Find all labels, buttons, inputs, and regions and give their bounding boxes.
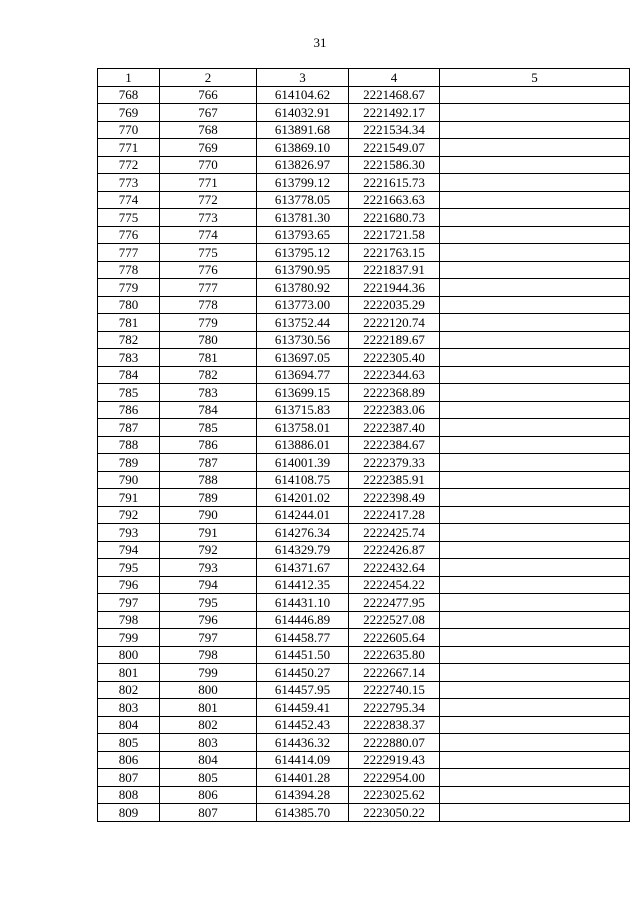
table-row (98, 384, 630, 402)
cell-coordinate-y: 2222398.49 (349, 489, 440, 507)
cell-ref-number: 786 (160, 436, 257, 454)
table-row (98, 366, 630, 384)
cell-coordinate-y: 2222305.40 (349, 349, 440, 367)
cell-note (440, 594, 630, 612)
cell-coordinate-x: 614431.10 (257, 594, 349, 612)
table-header-row (98, 69, 630, 87)
cell-ref-number: 769 (160, 139, 257, 157)
cell-point-number: 798 (98, 611, 160, 629)
cell-coordinate-y: 2222384.67 (349, 436, 440, 454)
cell-coordinate-y: 2222379.33 (349, 454, 440, 472)
cell-ref-number: 773 (160, 209, 257, 227)
cell-note (440, 559, 630, 577)
table-row (98, 331, 630, 349)
cell-point-number: 796 (98, 576, 160, 594)
table-row (98, 471, 630, 489)
cell-coordinate-y: 2221763.15 (349, 244, 440, 262)
table-row (98, 209, 630, 227)
cell-coordinate-y: 2221492.17 (349, 104, 440, 122)
cell-ref-number: 798 (160, 646, 257, 664)
cell-ref-number: 767 (160, 104, 257, 122)
cell-point-number: 801 (98, 664, 160, 682)
cell-ref-number: 777 (160, 279, 257, 297)
cell-coordinate-x: 613694.77 (257, 366, 349, 384)
cell-coordinate-y: 2222880.07 (349, 734, 440, 752)
cell-coordinate-x: 614436.32 (257, 734, 349, 752)
cell-coordinate-y: 2222477.95 (349, 594, 440, 612)
cell-note (440, 384, 630, 402)
cell-note (440, 629, 630, 647)
cell-note (440, 576, 630, 594)
cell-coordinate-x: 614385.70 (257, 804, 349, 822)
cell-ref-number: 804 (160, 751, 257, 769)
cell-coordinate-x: 613699.15 (257, 384, 349, 402)
table-row (98, 681, 630, 699)
cell-coordinate-y: 2222425.74 (349, 524, 440, 542)
table-row (98, 576, 630, 594)
coordinates-table (97, 68, 630, 822)
cell-ref-number: 771 (160, 174, 257, 192)
cell-coordinate-y: 2222527.08 (349, 611, 440, 629)
cell-coordinate-y: 2223050.22 (349, 804, 440, 822)
cell-coordinate-x: 613715.83 (257, 401, 349, 419)
cell-ref-number: 766 (160, 86, 257, 104)
cell-note (440, 786, 630, 804)
cell-point-number: 805 (98, 734, 160, 752)
cell-ref-number: 784 (160, 401, 257, 419)
cell-coordinate-y: 2222838.37 (349, 716, 440, 734)
cell-ref-number: 779 (160, 314, 257, 332)
cell-point-number: 800 (98, 646, 160, 664)
column-header: 5 (440, 69, 630, 87)
cell-note (440, 366, 630, 384)
cell-coordinate-x: 613891.68 (257, 121, 349, 139)
cell-point-number: 781 (98, 314, 160, 332)
table-row (98, 279, 630, 297)
cell-note (440, 401, 630, 419)
table-row (98, 804, 630, 822)
cell-point-number: 790 (98, 471, 160, 489)
table-row (98, 436, 630, 454)
cell-point-number: 809 (98, 804, 160, 822)
cell-ref-number: 793 (160, 559, 257, 577)
cell-note (440, 541, 630, 559)
cell-point-number: 785 (98, 384, 160, 402)
cell-coordinate-x: 614458.77 (257, 629, 349, 647)
cell-coordinate-y: 2221837.91 (349, 261, 440, 279)
cell-coordinate-x: 613730.56 (257, 331, 349, 349)
cell-ref-number: 776 (160, 261, 257, 279)
cell-ref-number: 795 (160, 594, 257, 612)
table-row (98, 191, 630, 209)
cell-note (440, 104, 630, 122)
cell-point-number: 804 (98, 716, 160, 734)
table-row (98, 226, 630, 244)
cell-note (440, 349, 630, 367)
cell-note (440, 454, 630, 472)
cell-point-number: 794 (98, 541, 160, 559)
cell-coordinate-y: 2221721.58 (349, 226, 440, 244)
cell-coordinate-x: 614450.27 (257, 664, 349, 682)
cell-point-number: 770 (98, 121, 160, 139)
cell-coordinate-y: 2221663.63 (349, 191, 440, 209)
cell-coordinate-x: 613780.92 (257, 279, 349, 297)
cell-note (440, 279, 630, 297)
column-header: 2 (160, 69, 257, 87)
table-row (98, 559, 630, 577)
cell-point-number: 771 (98, 139, 160, 157)
cell-point-number: 780 (98, 296, 160, 314)
cell-point-number: 774 (98, 191, 160, 209)
cell-note (440, 646, 630, 664)
cell-coordinate-y: 2221468.67 (349, 86, 440, 104)
cell-coordinate-y: 2222795.34 (349, 699, 440, 717)
cell-coordinate-y: 2222383.06 (349, 401, 440, 419)
cell-coordinate-y: 2222344.63 (349, 366, 440, 384)
cell-note (440, 699, 630, 717)
column-header: 3 (257, 69, 349, 87)
cell-note (440, 244, 630, 262)
cell-ref-number: 768 (160, 121, 257, 139)
cell-coordinate-x: 614459.41 (257, 699, 349, 717)
cell-point-number: 792 (98, 506, 160, 524)
cell-note (440, 506, 630, 524)
table-row (98, 786, 630, 804)
cell-note (440, 751, 630, 769)
cell-point-number: 802 (98, 681, 160, 699)
cell-ref-number: 789 (160, 489, 257, 507)
cell-note (440, 734, 630, 752)
cell-coordinate-x: 614452.43 (257, 716, 349, 734)
cell-coordinate-x: 613795.12 (257, 244, 349, 262)
cell-coordinate-y: 2222368.89 (349, 384, 440, 402)
cell-ref-number: 783 (160, 384, 257, 402)
cell-ref-number: 772 (160, 191, 257, 209)
table-row (98, 401, 630, 419)
cell-ref-number: 797 (160, 629, 257, 647)
column-header: 4 (349, 69, 440, 87)
cell-coordinate-y: 2221534.34 (349, 121, 440, 139)
cell-ref-number: 770 (160, 156, 257, 174)
cell-coordinate-x: 614451.50 (257, 646, 349, 664)
cell-coordinate-y: 2221586.30 (349, 156, 440, 174)
cell-note (440, 174, 630, 192)
cell-coordinate-x: 614244.01 (257, 506, 349, 524)
cell-note (440, 209, 630, 227)
table-row (98, 699, 630, 717)
cell-coordinate-x: 613799.12 (257, 174, 349, 192)
cell-ref-number: 807 (160, 804, 257, 822)
table-row (98, 629, 630, 647)
cell-coordinate-x: 613793.65 (257, 226, 349, 244)
table-row (98, 664, 630, 682)
cell-coordinate-x: 613752.44 (257, 314, 349, 332)
cell-coordinate-x: 613778.05 (257, 191, 349, 209)
cell-ref-number: 801 (160, 699, 257, 717)
cell-note (440, 436, 630, 454)
cell-coordinate-x: 614276.34 (257, 524, 349, 542)
cell-note (440, 156, 630, 174)
cell-point-number: 773 (98, 174, 160, 192)
cell-coordinate-x: 614394.28 (257, 786, 349, 804)
cell-coordinate-y: 2221944.36 (349, 279, 440, 297)
cell-ref-number: 775 (160, 244, 257, 262)
cell-coordinate-x: 614329.79 (257, 541, 349, 559)
table-row (98, 769, 630, 787)
cell-ref-number: 802 (160, 716, 257, 734)
cell-ref-number: 791 (160, 524, 257, 542)
cell-point-number: 787 (98, 419, 160, 437)
cell-point-number: 784 (98, 366, 160, 384)
table-row (98, 314, 630, 332)
cell-ref-number: 799 (160, 664, 257, 682)
cell-ref-number: 806 (160, 786, 257, 804)
cell-ref-number: 774 (160, 226, 257, 244)
cell-coordinate-x: 613790.95 (257, 261, 349, 279)
table-row (98, 524, 630, 542)
cell-point-number: 783 (98, 349, 160, 367)
table-row (98, 296, 630, 314)
table-row (98, 104, 630, 122)
cell-coordinate-y: 2222417.28 (349, 506, 440, 524)
cell-point-number: 769 (98, 104, 160, 122)
cell-note (440, 261, 630, 279)
cell-coordinate-x: 613773.00 (257, 296, 349, 314)
cell-ref-number: 787 (160, 454, 257, 472)
cell-ref-number: 792 (160, 541, 257, 559)
table-row (98, 139, 630, 157)
table-row (98, 734, 630, 752)
table-row (98, 541, 630, 559)
table-body (98, 86, 630, 821)
cell-ref-number: 780 (160, 331, 257, 349)
cell-note (440, 419, 630, 437)
cell-coordinate-x: 614032.91 (257, 104, 349, 122)
table-row (98, 244, 630, 262)
cell-coordinate-y: 2221549.07 (349, 139, 440, 157)
cell-point-number: 793 (98, 524, 160, 542)
cell-note (440, 524, 630, 542)
cell-note (440, 611, 630, 629)
cell-coordinate-y: 2222740.15 (349, 681, 440, 699)
cell-point-number: 789 (98, 454, 160, 472)
cell-coordinate-y: 2222035.29 (349, 296, 440, 314)
cell-coordinate-x: 614401.28 (257, 769, 349, 787)
cell-point-number: 806 (98, 751, 160, 769)
cell-ref-number: 781 (160, 349, 257, 367)
cell-coordinate-x: 614457.95 (257, 681, 349, 699)
cell-point-number: 807 (98, 769, 160, 787)
cell-note (440, 191, 630, 209)
cell-point-number: 772 (98, 156, 160, 174)
table-row (98, 86, 630, 104)
cell-coordinate-x: 613869.10 (257, 139, 349, 157)
cell-note (440, 86, 630, 104)
cell-ref-number: 803 (160, 734, 257, 752)
cell-point-number: 777 (98, 244, 160, 262)
cell-note (440, 331, 630, 349)
column-header: 1 (98, 69, 160, 87)
cell-coordinate-y: 2222454.22 (349, 576, 440, 594)
cell-note (440, 226, 630, 244)
cell-note (440, 139, 630, 157)
cell-coordinate-x: 614108.75 (257, 471, 349, 489)
table-row (98, 594, 630, 612)
cell-coordinate-x: 614201.02 (257, 489, 349, 507)
cell-ref-number: 788 (160, 471, 257, 489)
cell-point-number: 775 (98, 209, 160, 227)
cell-point-number: 797 (98, 594, 160, 612)
cell-coordinate-x: 613758.01 (257, 419, 349, 437)
cell-point-number: 779 (98, 279, 160, 297)
table-row (98, 751, 630, 769)
cell-note (440, 664, 630, 682)
cell-note (440, 314, 630, 332)
cell-ref-number: 794 (160, 576, 257, 594)
cell-note (440, 296, 630, 314)
table-row (98, 716, 630, 734)
cell-coordinate-x: 614104.62 (257, 86, 349, 104)
cell-coordinate-x: 614414.09 (257, 751, 349, 769)
cell-point-number: 795 (98, 559, 160, 577)
table-row (98, 646, 630, 664)
cell-coordinate-x: 614371.67 (257, 559, 349, 577)
table-row (98, 261, 630, 279)
table-row (98, 156, 630, 174)
cell-coordinate-y: 2222432.64 (349, 559, 440, 577)
cell-note (440, 716, 630, 734)
table-row (98, 454, 630, 472)
cell-coordinate-y: 2222426.87 (349, 541, 440, 559)
cell-point-number: 786 (98, 401, 160, 419)
cell-ref-number: 782 (160, 366, 257, 384)
cell-ref-number: 796 (160, 611, 257, 629)
cell-coordinate-y: 2222385.91 (349, 471, 440, 489)
cell-coordinate-y: 2222954.00 (349, 769, 440, 787)
cell-coordinate-y: 2222387.40 (349, 419, 440, 437)
cell-point-number: 778 (98, 261, 160, 279)
table-row (98, 349, 630, 367)
cell-coordinate-y: 2222635.80 (349, 646, 440, 664)
cell-coordinate-x: 613886.01 (257, 436, 349, 454)
cell-ref-number: 790 (160, 506, 257, 524)
cell-point-number: 808 (98, 786, 160, 804)
cell-ref-number: 800 (160, 681, 257, 699)
cell-coordinate-x: 613781.30 (257, 209, 349, 227)
cell-note (440, 804, 630, 822)
table-row (98, 506, 630, 524)
cell-coordinate-x: 614446.89 (257, 611, 349, 629)
cell-point-number: 803 (98, 699, 160, 717)
cell-coordinate-y: 2222919.43 (349, 751, 440, 769)
cell-coordinate-x: 613697.05 (257, 349, 349, 367)
cell-coordinate-y: 2222605.64 (349, 629, 440, 647)
cell-point-number: 791 (98, 489, 160, 507)
cell-note (440, 681, 630, 699)
cell-ref-number: 778 (160, 296, 257, 314)
cell-coordinate-x: 613826.97 (257, 156, 349, 174)
cell-point-number: 776 (98, 226, 160, 244)
cell-coordinate-y: 2221615.73 (349, 174, 440, 192)
cell-coordinate-y: 2222120.74 (349, 314, 440, 332)
cell-point-number: 788 (98, 436, 160, 454)
table-row (98, 174, 630, 192)
table-row (98, 489, 630, 507)
cell-point-number: 799 (98, 629, 160, 647)
cell-coordinate-x: 614001.39 (257, 454, 349, 472)
cell-note (440, 489, 630, 507)
cell-ref-number: 785 (160, 419, 257, 437)
cell-coordinate-y: 2221680.73 (349, 209, 440, 227)
cell-coordinate-y: 2222189.67 (349, 331, 440, 349)
cell-note (440, 121, 630, 139)
cell-coordinate-y: 2222667.14 (349, 664, 440, 682)
page-number: 31 (313, 35, 327, 50)
cell-note (440, 471, 630, 489)
cell-ref-number: 805 (160, 769, 257, 787)
cell-point-number: 768 (98, 86, 160, 104)
table-row (98, 419, 630, 437)
table-row (98, 611, 630, 629)
cell-coordinate-x: 614412.35 (257, 576, 349, 594)
cell-point-number: 782 (98, 331, 160, 349)
cell-note (440, 769, 630, 787)
table-row (98, 121, 630, 139)
cell-coordinate-y: 2223025.62 (349, 786, 440, 804)
